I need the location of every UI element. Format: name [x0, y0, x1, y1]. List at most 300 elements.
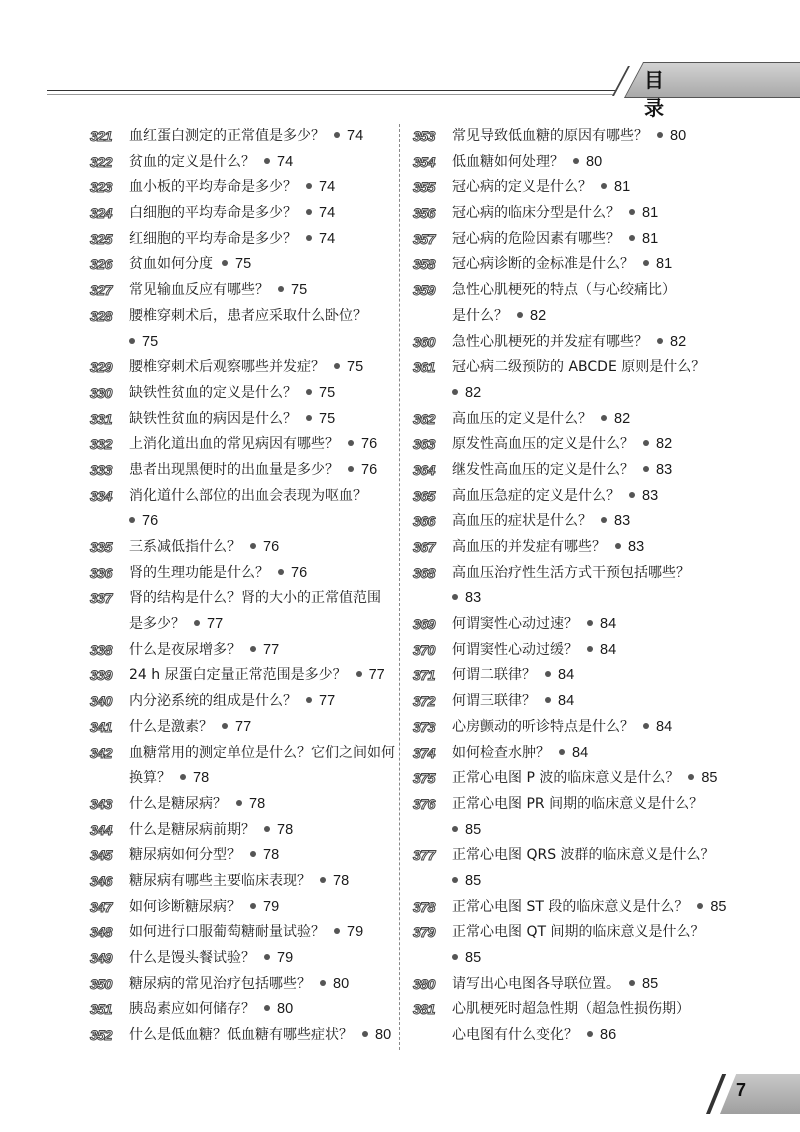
toc-entry-line [129, 972, 410, 998]
toc-entry[interactable] [413, 509, 733, 535]
toc-entry[interactable] [90, 175, 410, 201]
toc-entry-number: 321 [90, 128, 112, 144]
toc-entry-title: 贫血的定义是什么？ [129, 153, 255, 170]
toc-entry-number: 335 [90, 539, 112, 555]
toc-entry-page: 78 [263, 847, 280, 864]
toc-entry-page: 80 [333, 975, 350, 992]
toc-entry[interactable] [90, 535, 410, 561]
toc-entry-number: 362 [413, 410, 435, 427]
toc-entry-number: 373 [413, 718, 435, 735]
toc-entry[interactable] [90, 355, 410, 381]
toc-entry-title: 冠心病的危险因素有哪些？ [452, 230, 620, 247]
bullet-dot-icon [601, 517, 607, 523]
toc-entry-title: 心电图有什么变化？ [452, 1027, 578, 1044]
toc-entry-line [452, 895, 733, 921]
toc-entry-number: 363 [413, 436, 435, 453]
bullet-dot-icon [643, 466, 649, 472]
toc-entry-line [129, 843, 410, 869]
toc-entry-title: 如何诊断糖尿病？ [129, 898, 241, 915]
bullet-dot-icon [348, 440, 354, 446]
bullet-dot-icon [264, 826, 270, 832]
toc-entry-number: 333 [90, 461, 112, 478]
toc-entry-page: 75 [319, 384, 336, 401]
toc-entry[interactable] [90, 792, 410, 818]
toc-entry-title: 如何检查水肿？ [452, 744, 550, 761]
toc-entry-title: 什么是低血糖？低血糖有哪些症状？ [129, 1027, 353, 1044]
toc-entry-page: 79 [347, 924, 364, 941]
toc-entry-line [129, 663, 410, 689]
bullet-dot-icon [264, 158, 270, 164]
toc-entry-number: 337 [90, 590, 112, 607]
toc-entry[interactable] [90, 381, 410, 407]
toc-entry[interactable] [90, 304, 410, 355]
toc-entry-page: 74 [347, 128, 364, 144]
bullet-dot-icon [306, 209, 312, 215]
bullet-dot-icon [643, 723, 649, 729]
toc-entry[interactable] [413, 175, 733, 201]
toc-entry[interactable] [413, 972, 733, 998]
toc-entry-number: 381 [413, 1001, 435, 1018]
toc-entry-number: 361 [413, 359, 435, 376]
toc-entry-title: 何谓二联律？ [452, 667, 536, 684]
toc-entry-line [452, 972, 733, 998]
toc-entry-number: 370 [413, 641, 435, 658]
toc-entry[interactable] [90, 150, 410, 176]
bullet-dot-icon [264, 954, 270, 960]
toc-entry[interactable] [413, 895, 733, 921]
toc-entry-page: 80 [586, 153, 603, 170]
bullet-dot-icon [643, 260, 649, 266]
toc-entry[interactable] [90, 869, 410, 895]
toc-entry-line [452, 612, 733, 638]
toc-entry-line [129, 458, 410, 484]
toc-entry-line [452, 586, 733, 612]
bullet-dot-icon [334, 132, 340, 138]
toc-entry-title: 正常心电图 PR 间期的临床意义是什么？ [452, 795, 704, 812]
toc-entry-number: 341 [90, 718, 112, 735]
toc-entry-number: 343 [90, 795, 112, 812]
toc-entry-title: 何谓窦性心动过速？ [452, 616, 578, 633]
toc-entry-line [452, 869, 733, 895]
toc-entry-number: 334 [90, 487, 112, 504]
toc-entry[interactable] [90, 201, 410, 227]
bullet-dot-icon [517, 312, 523, 318]
toc-entry-number: 380 [413, 975, 435, 992]
toc-entry[interactable] [413, 355, 733, 406]
toc-entry[interactable] [90, 432, 410, 458]
toc-entry-title: 消化道什么部位的出血会表现为呕血？ [129, 487, 367, 504]
toc-entry-page: 84 [558, 667, 575, 684]
toc-entry[interactable] [413, 252, 733, 278]
bullet-dot-icon [697, 903, 703, 909]
toc-entry-title: 常见导致低血糖的原因有哪些？ [452, 128, 648, 144]
toc-entry-line [452, 227, 733, 253]
toc-entry-line [452, 355, 733, 381]
toc-entry[interactable] [90, 1023, 410, 1049]
toc-entry-line [452, 509, 733, 535]
toc-entry-title: 心肌梗死时超急性期（超急性损伤期） [452, 1001, 690, 1018]
toc-entry[interactable] [413, 766, 733, 792]
toc-entry[interactable] [90, 689, 410, 715]
bullet-dot-icon [250, 646, 256, 652]
toc-entry[interactable] [413, 124, 733, 150]
toc-entry-line [452, 689, 733, 715]
toc-entry[interactable] [90, 278, 410, 304]
toc-entry-title: 血糖常用的测定单位是什么？它们之间如何 [129, 744, 395, 761]
toc-entry[interactable] [413, 612, 733, 638]
toc-entry-number: 323 [90, 179, 112, 196]
toc-entry-line [129, 946, 410, 972]
toc-entry-line [452, 561, 733, 587]
toc-entry-number: 377 [413, 847, 435, 864]
toc-entry-number: 368 [413, 564, 435, 581]
toc-entry[interactable] [413, 792, 733, 843]
toc-entry-number: 340 [90, 693, 112, 710]
toc-entry-title: 正常心电图 ST 段的临床意义是什么？ [452, 898, 689, 915]
bullet-dot-icon [320, 877, 326, 883]
bullet-dot-icon [615, 543, 621, 549]
bullet-dot-icon [452, 389, 458, 395]
toc-entry-number: 345 [90, 847, 112, 864]
toc-entry-line [129, 612, 410, 638]
toc-entry-line [129, 330, 410, 356]
toc-entry-page: 84 [600, 641, 617, 658]
toc-entry-title: 什么是夜尿增多？ [129, 641, 241, 658]
toc-entry-number: 344 [90, 821, 112, 838]
toc-entry-page: 77 [319, 693, 336, 710]
toc-entry-number: 329 [90, 359, 112, 376]
toc-entry-number: 357 [413, 230, 435, 247]
toc-entry-line [129, 175, 410, 201]
bullet-dot-icon [587, 620, 593, 626]
toc-entry[interactable] [90, 458, 410, 484]
toc-entry-number: 350 [90, 975, 112, 992]
toc-entry-page: 74 [277, 153, 294, 170]
toc-entry-title: 冠心病的定义是什么？ [452, 179, 592, 196]
toc-entry-line [129, 432, 410, 458]
bullet-dot-icon [643, 440, 649, 446]
toc-entry-line [452, 920, 733, 946]
toc-entry-title: 高血压的并发症有哪些？ [452, 539, 606, 555]
toc-entry-title: 急性心肌梗死的并发症有哪些？ [452, 333, 648, 350]
toc-entry-page: 79 [263, 898, 280, 915]
toc-entry-page: 81 [656, 256, 673, 273]
toc-entry-title: 何谓窦性心动过缓？ [452, 641, 578, 658]
toc-entry-number: 336 [90, 564, 112, 581]
bullet-dot-icon [573, 158, 579, 164]
toc-entry-page: 82 [656, 436, 673, 453]
bullet-dot-icon [250, 851, 256, 857]
toc-entry-line [452, 150, 733, 176]
bullet-dot-icon [306, 389, 312, 395]
toc-entry-line [452, 535, 733, 561]
bullet-dot-icon [236, 800, 242, 806]
toc-entry-page: 74 [319, 179, 336, 196]
toc-entry[interactable] [413, 638, 733, 664]
toc-entry-page: 84 [572, 744, 589, 761]
toc-entry-title: 上消化道出血的常见病因有哪些？ [129, 436, 339, 453]
toc-entry-title: 什么是馒头餐试验？ [129, 950, 255, 966]
bullet-dot-icon [348, 466, 354, 472]
bullet-dot-icon [278, 569, 284, 575]
toc-entry-number: 359 [413, 282, 435, 299]
toc-entry-title: 心房颤动的听诊特点是什么？ [452, 718, 634, 735]
toc-entry-line [452, 766, 733, 792]
toc-entry-number: 351 [90, 1001, 112, 1018]
toc-entry-page: 76 [361, 436, 378, 453]
toc-entry-line [129, 766, 410, 792]
toc-entry-line [129, 1023, 410, 1049]
toc-entry-page: 83 [465, 590, 482, 607]
toc-entry-title: 换算？ [129, 770, 171, 787]
toc-entry[interactable] [90, 227, 410, 253]
bullet-dot-icon [362, 1031, 368, 1037]
toc-entry-line [129, 869, 410, 895]
bullet-dot-icon [222, 723, 228, 729]
toc-entry-line [452, 124, 733, 150]
toc-entry-title: 冠心病诊断的金标准是什么？ [452, 256, 634, 273]
toc-entry[interactable] [90, 972, 410, 998]
toc-entry-page: 78 [277, 821, 294, 838]
toc-entry[interactable] [90, 663, 410, 689]
toc-entry-number: 332 [90, 436, 112, 453]
toc-entry-title: 贫血如何分度 [129, 256, 213, 273]
toc-entry-title: 糖尿病如何分型？ [129, 847, 241, 864]
page-title: 目 录 [644, 68, 690, 120]
toc-entry[interactable] [413, 201, 733, 227]
toc-entry-page: 86 [600, 1027, 617, 1044]
toc-entry-title: 原发性高血压的定义是什么？ [452, 436, 634, 453]
toc-entry-title: 糖尿病有哪些主要临床表现？ [129, 872, 311, 889]
toc-entry-number: 355 [413, 179, 435, 196]
toc-entry[interactable] [90, 407, 410, 433]
bullet-dot-icon [559, 749, 565, 755]
toc-entry[interactable] [90, 741, 410, 792]
bullet-dot-icon [545, 671, 551, 677]
toc-entry-number: 338 [90, 641, 112, 658]
toc-entry-title: 内分泌系统的组成是什么？ [129, 693, 297, 710]
toc-entry-page: 80 [670, 128, 687, 144]
toc-entry[interactable] [413, 689, 733, 715]
toc-entry-title: 糖尿病的常见治疗包括哪些？ [129, 975, 311, 992]
toc-entry-line [452, 278, 733, 304]
toc-entry-page: 82 [670, 333, 687, 350]
toc-entry-line [129, 586, 410, 612]
bullet-dot-icon [278, 286, 284, 292]
toc-entry-number: 369 [413, 616, 435, 633]
toc-entry-page: 84 [656, 718, 673, 735]
toc-entry-line [452, 946, 733, 972]
toc-entry[interactable] [90, 124, 410, 150]
toc-entry-line [129, 304, 410, 330]
toc-entry-number: 352 [90, 1027, 112, 1044]
toc-entry[interactable] [413, 227, 733, 253]
toc-entry-page: 80 [375, 1027, 392, 1044]
toc-entry[interactable] [413, 330, 733, 356]
toc-entry-line [452, 252, 733, 278]
toc-entry-title: 肾的生理功能是什么？ [129, 564, 269, 581]
toc-entry[interactable] [413, 561, 733, 612]
toc-entry-number: 366 [413, 513, 435, 530]
toc-entry-title: 缺铁性贫血的病因是什么？ [129, 410, 297, 427]
toc-entry[interactable] [413, 920, 733, 971]
bullet-dot-icon [545, 697, 551, 703]
toc-entry-number: 356 [413, 205, 435, 222]
toc-entry-number: 326 [90, 256, 112, 273]
toc-entry-title: 什么是糖尿病？ [129, 795, 227, 812]
toc-entry[interactable] [90, 997, 410, 1023]
toc-column-left [90, 124, 410, 1049]
toc-entry-line [129, 689, 410, 715]
toc-entry-number: 372 [413, 693, 435, 710]
toc-entry[interactable] [413, 432, 733, 458]
toc-entry-title: 如何进行口服葡萄糖耐量试验？ [129, 924, 325, 941]
toc-entry-title: 腰椎穿刺术后观察哪些并发症？ [129, 359, 325, 376]
toc-entry-number: 364 [413, 461, 435, 478]
toc-entry-page: 78 [193, 770, 210, 787]
header-rule [47, 90, 627, 91]
toc-entry-page: 82 [530, 307, 547, 324]
bullet-dot-icon [306, 415, 312, 421]
column-divider [399, 124, 400, 1050]
toc-entry-line [452, 638, 733, 664]
page-number: 7 [736, 1080, 747, 1100]
toc-entry-line [129, 509, 410, 535]
toc-entry[interactable] [413, 458, 733, 484]
toc-entry-page: 82 [614, 410, 631, 427]
toc-entry-number: 331 [90, 410, 112, 427]
toc-entry[interactable] [413, 535, 733, 561]
toc-entry-page: 78 [249, 795, 266, 812]
toc-entry-title: 什么是激素？ [129, 718, 213, 735]
toc-entry-page: 85 [701, 770, 718, 787]
toc-entry-line [129, 252, 410, 278]
toc-entry-page: 85 [642, 975, 659, 992]
bullet-dot-icon [180, 774, 186, 780]
toc-entry[interactable] [413, 843, 733, 894]
toc-entry-number: 347 [90, 898, 112, 915]
toc-entry-line [452, 792, 733, 818]
toc-entry-title: 低血糖如何处理？ [452, 153, 564, 170]
toc-entry-line [129, 741, 410, 767]
bullet-dot-icon [334, 363, 340, 369]
toc-entry-line [452, 407, 733, 433]
toc-entry-page: 83 [656, 461, 673, 478]
toc-entry-title: 血小板的平均寿命是多少？ [129, 179, 297, 196]
toc-entry-title: 白细胞的平均寿命是多少？ [129, 205, 297, 222]
toc-entry[interactable] [413, 278, 733, 329]
toc-entry-page: 77 [207, 616, 224, 633]
toc-entry-number: 328 [90, 307, 112, 324]
bullet-dot-icon [264, 1005, 270, 1011]
toc-entry[interactable] [413, 150, 733, 176]
toc-entry[interactable] [90, 715, 410, 741]
toc-entry[interactable] [413, 741, 733, 767]
toc-entry-line [129, 381, 410, 407]
toc-entry-page: 76 [263, 539, 280, 555]
toc-entry-line [452, 843, 733, 869]
bullet-dot-icon [452, 826, 458, 832]
toc-entry[interactable] [90, 638, 410, 664]
toc-entry[interactable] [90, 895, 410, 921]
toc-entry-line [452, 715, 733, 741]
toc-entry[interactable] [90, 252, 410, 278]
toc-entry-number: 376 [413, 795, 435, 812]
bullet-dot-icon [129, 517, 135, 523]
toc-entry-page: 75 [319, 410, 336, 427]
toc-entry-number: 367 [413, 539, 435, 555]
toc-entry-line [452, 997, 733, 1023]
toc-entry[interactable] [413, 407, 733, 433]
toc-entry-line [452, 330, 733, 356]
toc-entry-title: 冠心病二级预防的 ABCDE 原则是什么？ [452, 359, 706, 376]
toc-column-right [413, 124, 733, 1049]
toc-entry[interactable] [413, 663, 733, 689]
toc-entry-page: 80 [277, 1001, 294, 1018]
toc-entry-title: 三系减低指什么？ [129, 539, 241, 555]
bullet-dot-icon [320, 980, 326, 986]
toc-entry[interactable] [413, 997, 733, 1048]
toc-entry[interactable] [413, 484, 733, 510]
toc-entry-number: 325 [90, 230, 112, 247]
toc-entry-line [129, 997, 410, 1023]
bullet-dot-icon [587, 1031, 593, 1037]
toc-entry-page: 74 [319, 205, 336, 222]
toc-entry-page: 81 [614, 179, 631, 196]
toc-entry[interactable] [90, 586, 410, 637]
bullet-dot-icon [250, 903, 256, 909]
toc-entry[interactable] [413, 715, 733, 741]
toc-entry[interactable] [90, 561, 410, 587]
toc-entry-line [129, 201, 410, 227]
bullet-dot-icon [356, 671, 362, 677]
toc-entry-number: 379 [413, 924, 435, 941]
toc-entry-page: 84 [600, 616, 617, 633]
toc-entry[interactable] [90, 920, 410, 946]
toc-entry-line [129, 920, 410, 946]
toc-entry-page: 79 [277, 950, 294, 966]
toc-entry-page: 85 [465, 821, 482, 838]
toc-entry-page: 75 [142, 333, 159, 350]
toc-entry-title: 急性心肌梗死的特点（与心绞痛比） [452, 282, 676, 299]
toc-entry-title: 常见输血反应有哪些？ [129, 282, 269, 299]
toc-entry-page: 76 [291, 564, 308, 581]
toc-entry[interactable] [90, 843, 410, 869]
toc-entry-line [129, 484, 410, 510]
toc-entry-line [129, 227, 410, 253]
toc-entry-title: 胰岛素应如何储存？ [129, 1001, 255, 1018]
toc-entry-title: 患者出现黑便时的出血量是多少？ [129, 461, 339, 478]
toc-entry-number: 365 [413, 487, 435, 504]
toc-entry-line [452, 381, 733, 407]
toc-entry[interactable] [90, 484, 410, 535]
toc-entry-number: 378 [413, 898, 435, 915]
toc-entry-number: 339 [90, 667, 112, 684]
bullet-dot-icon [306, 183, 312, 189]
bullet-dot-icon [601, 183, 607, 189]
bullet-dot-icon [306, 697, 312, 703]
toc-entry-line [129, 150, 410, 176]
toc-entry[interactable] [90, 946, 410, 972]
toc-entry-number: 330 [90, 384, 112, 401]
toc-entry-page: 77 [263, 641, 280, 658]
toc-entry-line [452, 458, 733, 484]
bullet-dot-icon [250, 543, 256, 549]
toc-entry[interactable] [90, 818, 410, 844]
toc-entry-number: 348 [90, 924, 112, 941]
toc-entry-page: 76 [361, 461, 378, 478]
toc-entry-page: 85 [710, 898, 727, 915]
